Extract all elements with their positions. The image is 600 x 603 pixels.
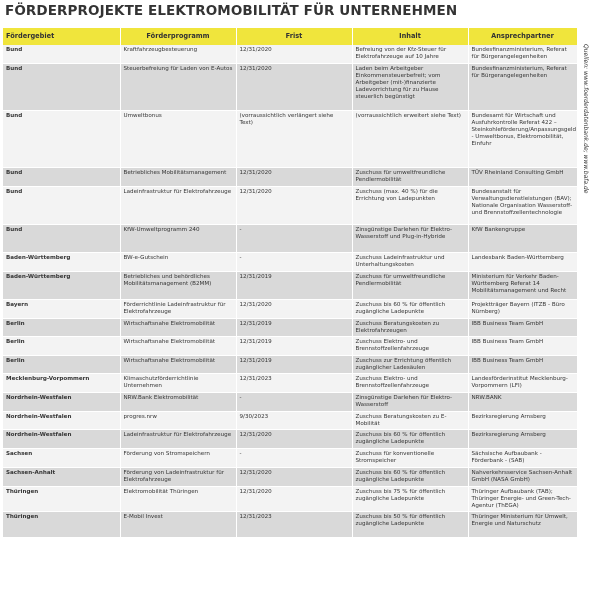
cell-content: Zuschuss Beratungskosten zu Elektrofahrzeugen	[352, 318, 468, 336]
cell-region: Bund	[3, 110, 120, 167]
table-row	[3, 449, 577, 468]
cell-content: Zinsgünstige Darlehen für Elektro-Wasserstoff	[352, 392, 468, 411]
cell-content: Zuschuss für umweltfreundliche Pendlermobilität	[352, 167, 468, 186]
cell-content: Zuschuss für umweltfreundliche Pendlermobilität	[352, 271, 468, 299]
cell-contact: Bundesfinanzministerium, Referat für Bürgerangelegenheiten	[468, 63, 577, 110]
table-row	[3, 392, 577, 411]
cell-contact: Nahverkehrsservice Sachsen-Anhalt GmbH (NASA GmbH)	[468, 468, 577, 487]
cell-contact: Bundesanstalt für Verwaltungsdienstleistungen (BAV); Nationale Organisation Wasserstoff- und Brennstoffzellentechnologie	[468, 186, 577, 224]
page-title: FÖRDERPROJEKTE ELEKTROMOBILITÄT FÜR UNTERNEHMEN	[5, 3, 458, 19]
table-header-row	[3, 28, 577, 45]
cell-region: Bayern	[3, 299, 120, 318]
cell-region: Sachsen-Anhalt	[3, 468, 120, 487]
cell-program: Betriebliches Mobilitätsmanagement	[120, 167, 236, 186]
column-header-deadline: Frist	[236, 28, 352, 45]
cell-program: Wirtschaftsnahe Elektromobilität	[120, 318, 236, 336]
cell-program: Umweltbonus	[120, 110, 236, 167]
cell-deadline: -	[236, 224, 352, 252]
cell-program: Förderung von Ladeinfrastruktur für Elektrofahrzeuge	[120, 468, 236, 487]
cell-region: Berlin	[3, 318, 120, 336]
table-row	[3, 299, 577, 318]
cell-deadline: 12/31/2019	[236, 318, 352, 336]
table-row	[3, 373, 577, 392]
cell-contact: Bezirksregierung Arnsberg	[468, 411, 577, 429]
cell-contact: NRW.BANK	[468, 392, 577, 411]
cell-region: Bund	[3, 224, 120, 252]
source-credit: Quellen: www.foerderdatenbank.de; www.bafa.de	[582, 44, 589, 194]
cell-contact: Sächsische Aufbaubank - Förderbank - (SAB)	[468, 449, 577, 468]
column-header-contact: Ansprechpartner	[468, 28, 577, 45]
cell-deadline: 12/31/2020	[236, 167, 352, 186]
table-row	[3, 110, 577, 167]
cell-region: Bund	[3, 63, 120, 110]
cell-program: Ladeinfrastruktur für Elektrofahrzeuge	[120, 186, 236, 224]
cell-deadline: 12/31/2019	[236, 336, 352, 355]
table-body	[3, 45, 577, 538]
cell-region: Sachsen	[3, 449, 120, 468]
cell-content: Zuschuss (max. 40 %) für die Errichtung von Ladepunkten	[352, 186, 468, 224]
table-row	[3, 355, 577, 373]
cell-contact: Bundesfinanzministerium, Referat für Bürgerangelegenheiten	[468, 45, 577, 63]
cell-content: Befreiung von der Kfz-Steuer für Elektrofahrzeuge auf 10 Jahre	[352, 45, 468, 63]
cell-deadline: 12/31/2019	[236, 271, 352, 299]
cell-contact: Ministerium für Verkehr Baden-Württemberg Referat 14 Mobilitätsmanagement und Recht	[468, 271, 577, 299]
cell-contact: IBB Business Team GmbH	[468, 336, 577, 355]
cell-region: Nordrhein-Westfalen	[3, 392, 120, 411]
cell-region: Berlin	[3, 355, 120, 373]
cell-region: Baden-Württemberg	[3, 271, 120, 299]
cell-content: (vorraussichtlich erweitert siehe Text)	[352, 110, 468, 167]
cell-deadline: 12/31/2020	[236, 63, 352, 110]
cell-program: Klimaschutzförderrichtlinie Unternehmen	[120, 373, 236, 392]
cell-deadline: 12/31/2020	[236, 45, 352, 63]
cell-deadline: (vorraussichtlich verlängert siehe Text)	[236, 110, 352, 167]
table-row	[3, 512, 577, 538]
cell-content: Zuschuss bis 60 % für öffentlich zugängliche Ladepunkte	[352, 430, 468, 449]
table-row	[3, 318, 577, 336]
cell-content: Zuschuss bis 60 % für öffentlich zugängliche Ladepunkte	[352, 468, 468, 487]
table-row	[3, 63, 577, 110]
cell-program: Elektromobilität Thüringen	[120, 487, 236, 512]
cell-contact: Bundesamt für Wirtschaft und Ausfuhrkontrolle Referat 422 – Steinkohleförderung/Anpassungsgeld - Umweltbonus, Elektromobilität, Einfuhr	[468, 110, 577, 167]
cell-deadline: 12/31/2023	[236, 512, 352, 538]
cell-program: BW-e-Gutschein	[120, 252, 236, 271]
cell-deadline: -	[236, 252, 352, 271]
cell-deadline: -	[236, 449, 352, 468]
cell-program: Wirtschaftsnahe Elektromobilität	[120, 336, 236, 355]
cell-region: Mecklenburg-Vorpommern	[3, 373, 120, 392]
cell-deadline: 12/31/2020	[236, 186, 352, 224]
cell-contact: IBB Business Team GmbH	[468, 355, 577, 373]
cell-region: Nordrhein-Westfalen	[3, 411, 120, 429]
cell-content: Laden beim Arbeitgeber Einkommensteuerbefreit; vom Arbeitgeber (mit-)finanzierte Ladevorrichtung für zu Hause steuerlich begünstigt	[352, 63, 468, 110]
cell-program: Kraftfahrzeugbesteuerung	[120, 45, 236, 63]
cell-region: Nordrhein-Westfalen	[3, 430, 120, 449]
table-row	[3, 411, 577, 429]
cell-program: Wirtschaftsnahe Elektromobilität	[120, 355, 236, 373]
cell-contact: Projektträger Bayern (ITZB - Büro Nürnberg)	[468, 299, 577, 318]
cell-region: Bund	[3, 186, 120, 224]
cell-program: Betriebliches und behördliches Mobilitätsmanagement (B2MM)	[120, 271, 236, 299]
cell-content: Zuschuss Beratungskosten zu E-Mobilität	[352, 411, 468, 429]
cell-content: Zuschuss zur Errichtung öffentlich zugänglicher Ladesäulen	[352, 355, 468, 373]
cell-program: Steuerbefreiung für Laden von E-Autos	[120, 63, 236, 110]
cell-program: Ladeinfrastruktur für Elektrofahrzeuge	[120, 430, 236, 449]
cell-content: Zuschuss bis 60 % für öffentlich zugängliche Ladepunkte	[352, 299, 468, 318]
table-row	[3, 224, 577, 252]
cell-contact: IBB Business Team GmbH	[468, 318, 577, 336]
table-row	[3, 252, 577, 271]
column-header-content: Inhalt	[352, 28, 468, 45]
cell-program: progres.nrw	[120, 411, 236, 429]
cell-contact: TÜV Rheinland Consulting GmbH	[468, 167, 577, 186]
cell-program: Förderrichtlinie Ladeinfrastruktur für Elektrofahrzeuge	[120, 299, 236, 318]
cell-contact: Landesförderinstitut Mecklenburg-Vorpommern (LFI)	[468, 373, 577, 392]
cell-content: Zuschuss für konventionelle Stromspeicher	[352, 449, 468, 468]
cell-region: Baden-Württemberg	[3, 252, 120, 271]
cell-region: Bund	[3, 45, 120, 63]
table-row	[3, 430, 577, 449]
cell-content: Zuschuss Elektro- und Brennstoffzellenfahrzeuge	[352, 336, 468, 355]
table-row	[3, 336, 577, 355]
cell-deadline: 12/31/2020	[236, 487, 352, 512]
cell-program: KfW-Umweltprogramm 240	[120, 224, 236, 252]
column-header-region: Fördergebiet	[3, 28, 120, 45]
table-row	[3, 45, 577, 63]
cell-program: Förderung von Stromspeichern	[120, 449, 236, 468]
table-row	[3, 487, 577, 512]
cell-deadline: 12/31/2020	[236, 299, 352, 318]
cell-contact: Thüringer Aufbaubank (TAB); Thüringer Energie- und Green-Tech-Agentur (ThEGA)	[468, 487, 577, 512]
cell-content: Zuschuss Elektro- und Brennstoffzellenfahrzeuge	[352, 373, 468, 392]
cell-contact: Bezirksregierung Arnsberg	[468, 430, 577, 449]
cell-deadline: 9/30/2023	[236, 411, 352, 429]
cell-content: Zuschuss bis 75 % für öffentlich zugängliche Ladepunkte	[352, 487, 468, 512]
cell-deadline: 12/31/2020	[236, 430, 352, 449]
table-row	[3, 186, 577, 224]
cell-region: Bund	[3, 167, 120, 186]
cell-region: Thüringen	[3, 487, 120, 512]
column-header-program: Förderprogramm	[120, 28, 236, 45]
cell-contact: Landesbank Baden-Württemberg	[468, 252, 577, 271]
table-row	[3, 271, 577, 299]
cell-region: Berlin	[3, 336, 120, 355]
table-row	[3, 468, 577, 487]
cell-contact: KfW Bankengruppe	[468, 224, 577, 252]
cell-deadline: 12/31/2019	[236, 355, 352, 373]
cell-content: Zuschuss Ladeinfrastruktur und Unterhaltungskosten	[352, 252, 468, 271]
cell-program: E-Mobil Invest	[120, 512, 236, 538]
table-row	[3, 167, 577, 186]
cell-deadline: 12/31/2023	[236, 373, 352, 392]
cell-contact: Thüringer Ministerium für Umwelt, Energie und Naturschutz	[468, 512, 577, 538]
cell-region: Thüringen	[3, 512, 120, 538]
cell-deadline: -	[236, 392, 352, 411]
funding-table	[3, 28, 578, 538]
cell-program: NRW.Bank Elektromobilität	[120, 392, 236, 411]
cell-deadline: 12/31/2020	[236, 468, 352, 487]
cell-content: Zinsgünstige Darlehen für Elektro-Wasserstoff und Plug-in-Hybride	[352, 224, 468, 252]
cell-content: Zuschuss bis 50 % für öffentlich zugängliche Ladepunkte	[352, 512, 468, 538]
